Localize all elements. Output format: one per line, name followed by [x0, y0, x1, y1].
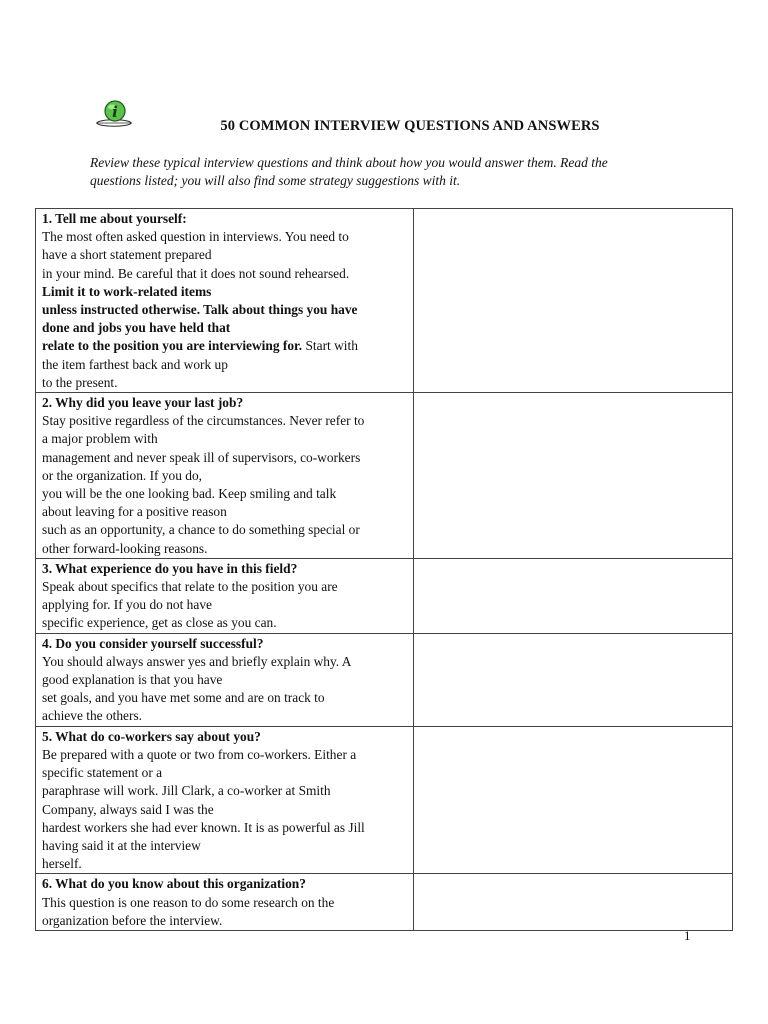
answer-text: hardest workers she had ever known. It is as powerful as Jill — [42, 819, 365, 835]
answer-text: in your mind. Be careful that it does not sound rehearsed. — [42, 265, 350, 281]
question-row — [36, 633, 733, 726]
question-cell — [36, 633, 414, 726]
answer-text: Company, always said I was the — [42, 801, 214, 817]
answer-text: other forward-looking reasons. — [42, 540, 208, 556]
answer-text: unless instructed otherwise. Talk about things you have — [42, 302, 358, 318]
answer-text: to the present. — [42, 374, 118, 390]
answer-line — [42, 521, 408, 539]
answer-text: a major problem with — [42, 431, 158, 447]
question-heading: 6. What do you know about this organization? — [42, 876, 306, 892]
answer-line — [42, 764, 408, 782]
question-cell — [36, 393, 414, 559]
answer-line — [42, 894, 408, 912]
svg-text:i: i — [112, 103, 118, 121]
question-heading: 4. Do you consider yourself successful? — [42, 635, 264, 651]
question-cell — [36, 874, 414, 931]
answer-text: having said it at the interview — [42, 837, 201, 853]
answer-text: done and jobs you have held that — [42, 320, 231, 336]
answer-line — [42, 374, 408, 392]
answer-line — [42, 430, 408, 448]
notes-cell — [414, 209, 733, 393]
answer-text: You should always answer yes and briefly explain why. A — [42, 653, 352, 669]
answer-text: relate to the position you are interviewing for. — [42, 338, 303, 354]
answer-text: Stay positive regardless of the circumstances. Never refer to — [42, 413, 365, 429]
answer-line — [42, 337, 408, 355]
page-number: 1 — [684, 928, 691, 943]
intro-line: Review these typical interview questions and think about how you would answer them. Read the — [90, 155, 608, 170]
question-cell — [36, 726, 414, 874]
answer-line — [42, 356, 408, 374]
notes-cell — [414, 874, 733, 931]
question-row — [36, 558, 733, 633]
answer-text: Limit it to work-related items — [42, 283, 212, 299]
answer-line — [42, 837, 408, 855]
answer-text: This question is one reason to do some research on the — [42, 894, 335, 910]
answer-text: The most often asked question in interviews. You need to — [42, 229, 349, 245]
answer-line — [42, 467, 408, 485]
answer-line — [42, 689, 408, 707]
answer-text: such as an opportunity, a chance to do something special or — [42, 522, 360, 538]
answer-line — [42, 246, 408, 264]
answer-line — [42, 265, 408, 283]
answer-line — [42, 283, 408, 301]
answer-text: specific statement or a — [42, 765, 163, 781]
answer-text: have a short statement prepared — [42, 247, 212, 263]
question-heading: 2. Why did you leave your last job? — [42, 395, 244, 411]
answer-text: herself. — [42, 856, 82, 872]
answer-line — [42, 485, 408, 503]
notes-cell — [414, 726, 733, 874]
answer-line — [42, 596, 408, 614]
answer-line — [42, 707, 408, 725]
answer-line — [42, 614, 408, 632]
answer-line — [42, 540, 408, 558]
intro-line: questions listed; you will also find some strategy suggestions with it. — [90, 173, 461, 188]
answer-text: or the organization. If you do, — [42, 467, 203, 483]
question-row — [36, 726, 733, 874]
notes-cell — [414, 393, 733, 559]
answer-text: Speak about specifics that relate to the position you are — [42, 579, 338, 595]
answer-line — [42, 301, 408, 319]
notes-cell — [414, 633, 733, 726]
answer-line — [42, 653, 408, 671]
answer-line — [42, 503, 408, 521]
answer-line — [42, 412, 408, 430]
answer-text: you will be the one looking bad. Keep smiling and talk — [42, 486, 337, 502]
answer-text: the item farthest back and work up — [42, 356, 228, 372]
answer-line — [42, 855, 408, 873]
answer-text: Start with — [302, 338, 358, 354]
question-row — [36, 209, 733, 393]
page-title: 50 COMMON INTERVIEW QUESTIONS AND ANSWERS — [220, 118, 600, 134]
answer-text: organization before the interview. — [42, 912, 223, 928]
answer-line — [42, 449, 408, 467]
answer-text: paraphrase will work. Jill Clark, a co-worker at Smith — [42, 783, 331, 799]
answer-text: about leaving for a positive reason — [42, 504, 227, 520]
question-row — [36, 874, 733, 931]
question-row — [36, 393, 733, 559]
intro-text — [90, 154, 690, 190]
question-cell — [36, 558, 414, 633]
answer-line — [42, 819, 408, 837]
answer-line — [42, 319, 408, 337]
answer-line — [42, 578, 408, 596]
question-heading: 3. What experience do you have in this field? — [42, 560, 298, 576]
answer-line — [42, 671, 408, 689]
answer-text: good explanation is that you have — [42, 672, 223, 688]
answer-text: management and never speak ill of supervisors, co-workers — [42, 449, 361, 465]
question-cell — [36, 209, 414, 393]
answer-line — [42, 912, 408, 930]
answer-line — [42, 801, 408, 819]
answer-text: Be prepared with a quote or two from co-workers. Either a — [42, 746, 357, 762]
answer-text: achieve the others. — [42, 708, 143, 724]
answer-line — [42, 228, 408, 246]
answer-line — [42, 746, 408, 764]
answer-text: set goals, and you have met some and are on track to — [42, 690, 325, 706]
notes-cell — [414, 558, 733, 633]
answer-text: applying for. If you do not have — [42, 597, 212, 613]
questions-table — [35, 208, 733, 931]
answer-line — [42, 782, 408, 800]
question-heading: 5. What do co-workers say about you? — [42, 728, 261, 744]
answer-text: specific experience, get as close as you can. — [42, 615, 277, 631]
question-heading: 1. Tell me about yourself: — [42, 211, 187, 226]
